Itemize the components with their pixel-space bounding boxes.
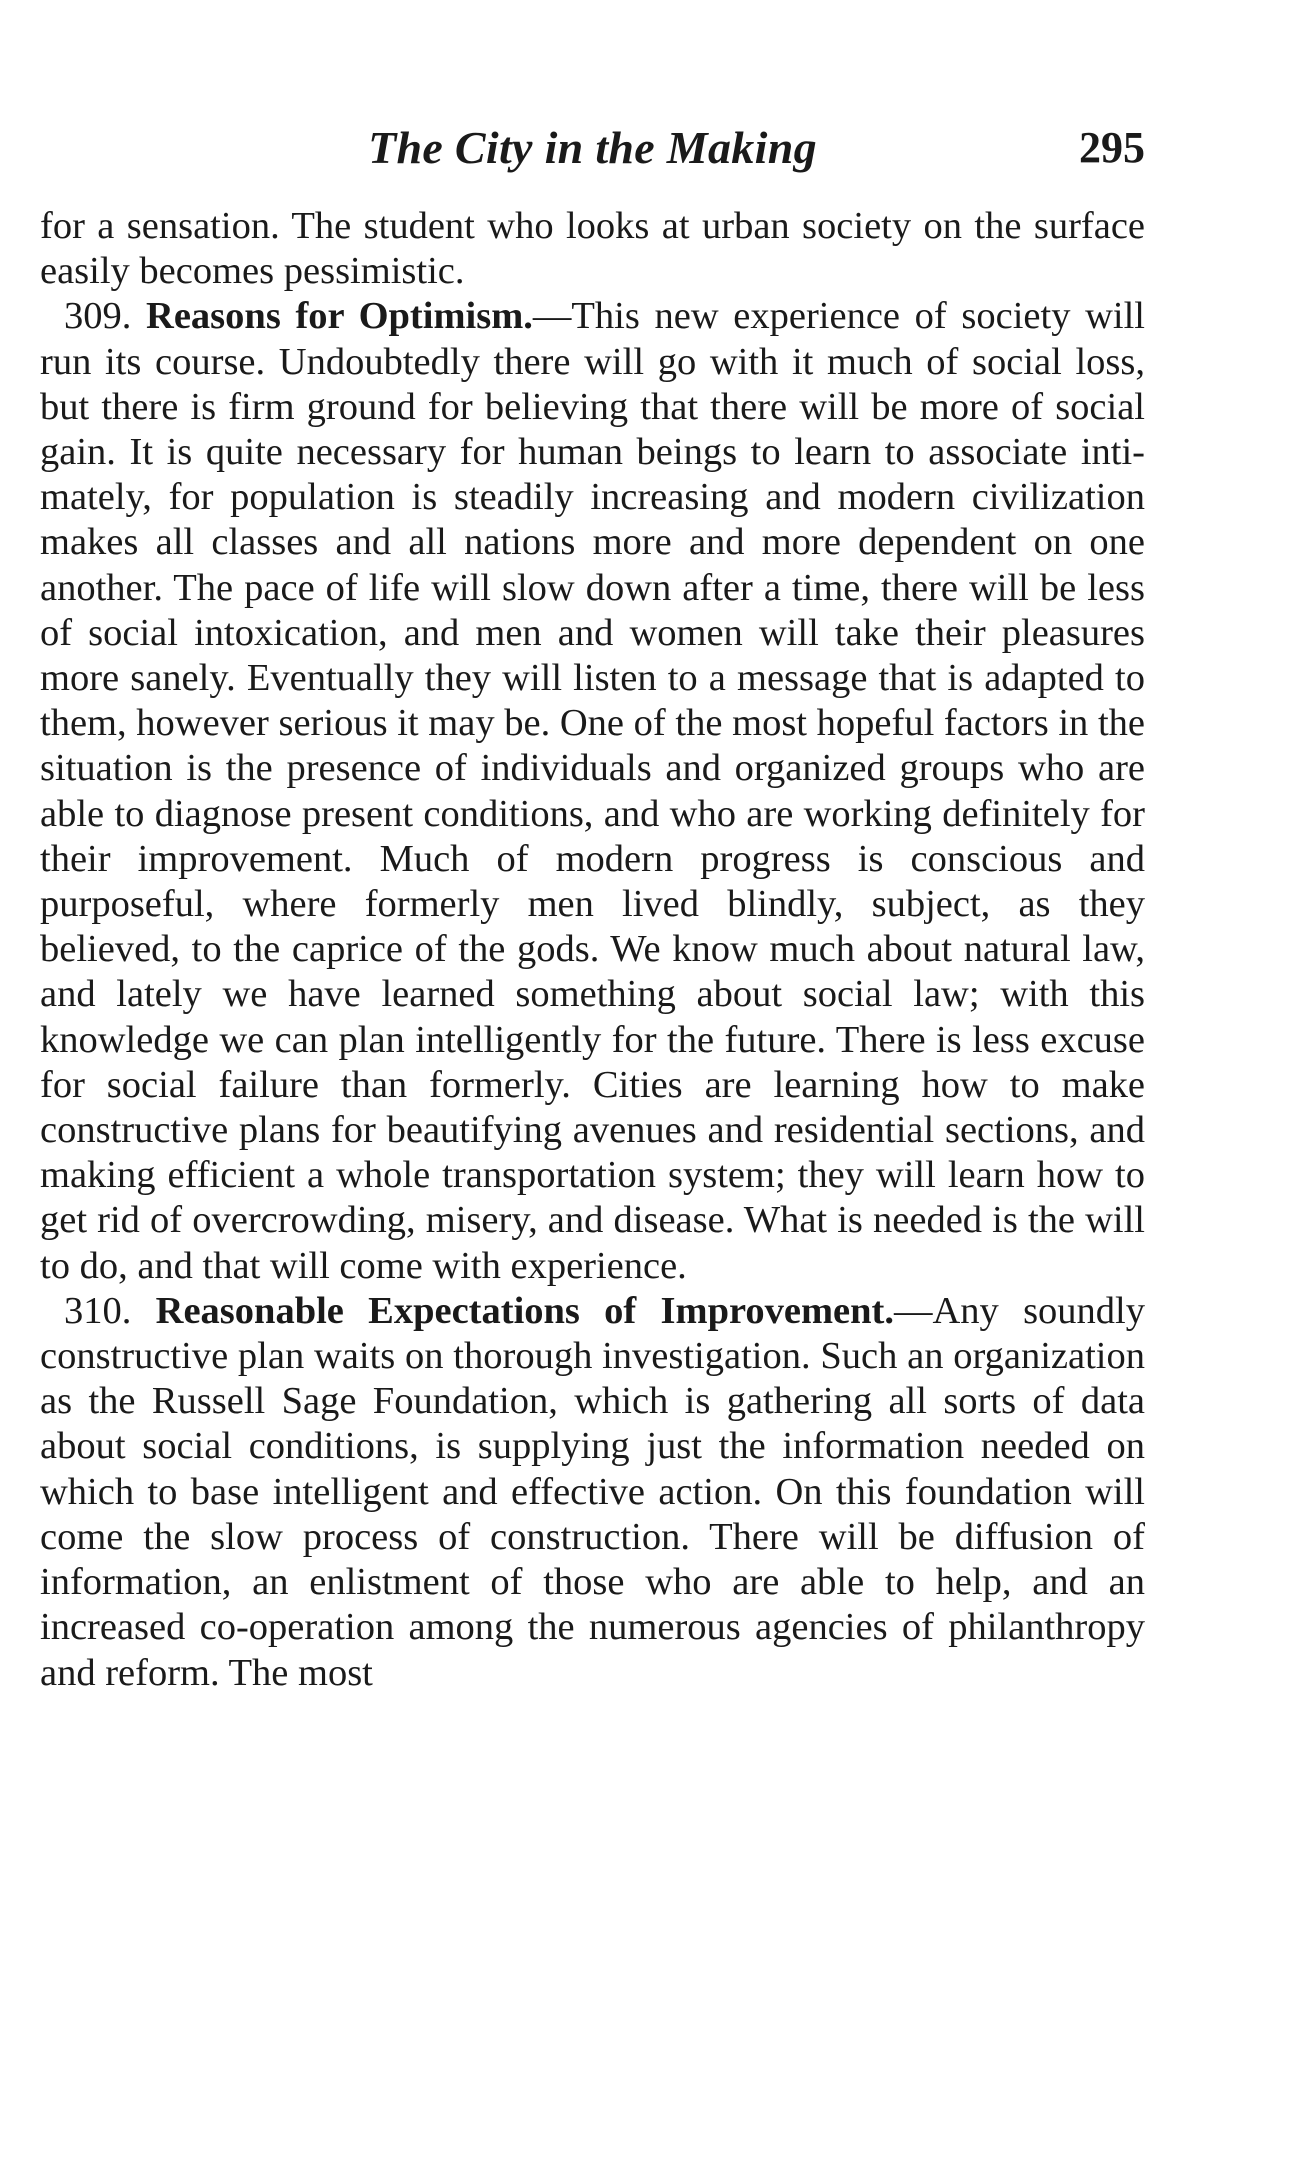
paragraph-text: for a sensation. The student who looks at urban society on the surface easily becomes pessimistic. [40, 205, 1145, 293]
section-310 [40, 1289, 1145, 1696]
text-body [40, 204, 1145, 1696]
chapter-title: The City in the Making [368, 122, 817, 173]
page-number: 295 [1079, 123, 1145, 172]
section-heading: Reasons for Optimism. [146, 295, 533, 338]
paragraph-text: —This new experience of society will run its course. Undoubtedly there will go with it much of social loss, but there is firm ground for believing that there will be more of social gain. It is quite necessary for human beings to learn to associate intimately, for population is steadily increasing and modern civilization makes all classes and all nations more and more dependent on one another. The pace of life will slow down after a time, there will be less of social intoxication, and men and women will take their pleasures more sanely. Eventually they will listen to a message that is adapted to them, however serious it may be. One of the most hopeful factors in the situation is the presence of individuals and organized groups who are able to diagnose present conditions, and who are working definitely for their improvement. Much of modern progress is conscious and purposeful, where formerly men lived blindly, subject, as they believed, to the caprice of the gods. We know much about natural law, and lately we have learned something about social law; with this knowledge we can plan intelligently for the future. There is less excuse for social failure than formerly. Cities are learning how to make constructive plans for beautifying avenues and residential sections, and making efficient a whole transportation system; they will learn how to get rid of overcrowding, misery, and disease. What is needed is the will to do, and that will come with experience. [40, 295, 1145, 1287]
section-heading: Reasonable Expectations of Improvement. [155, 1289, 894, 1332]
paragraph-text: —Any soundly constructive plan waits on thorough investigation. Such an organization as the Russell Sage Foundation, which is gathering all sorts of data about social conditions, is supplying just the information needed on which to base intelligent and effective action. On this foundation will come the slow process of construction. There will be diffusion of information, an enlistment of those who are able to help, and an increased co-operation among the numerous agencies of philanthropy and reform. The most [40, 1289, 1146, 1694]
section-number: 309. [64, 295, 132, 338]
running-head [40, 118, 1145, 178]
section-309 [40, 294, 1145, 1288]
section-number: 310. [64, 1289, 132, 1332]
paragraph-continuation [40, 204, 1145, 294]
